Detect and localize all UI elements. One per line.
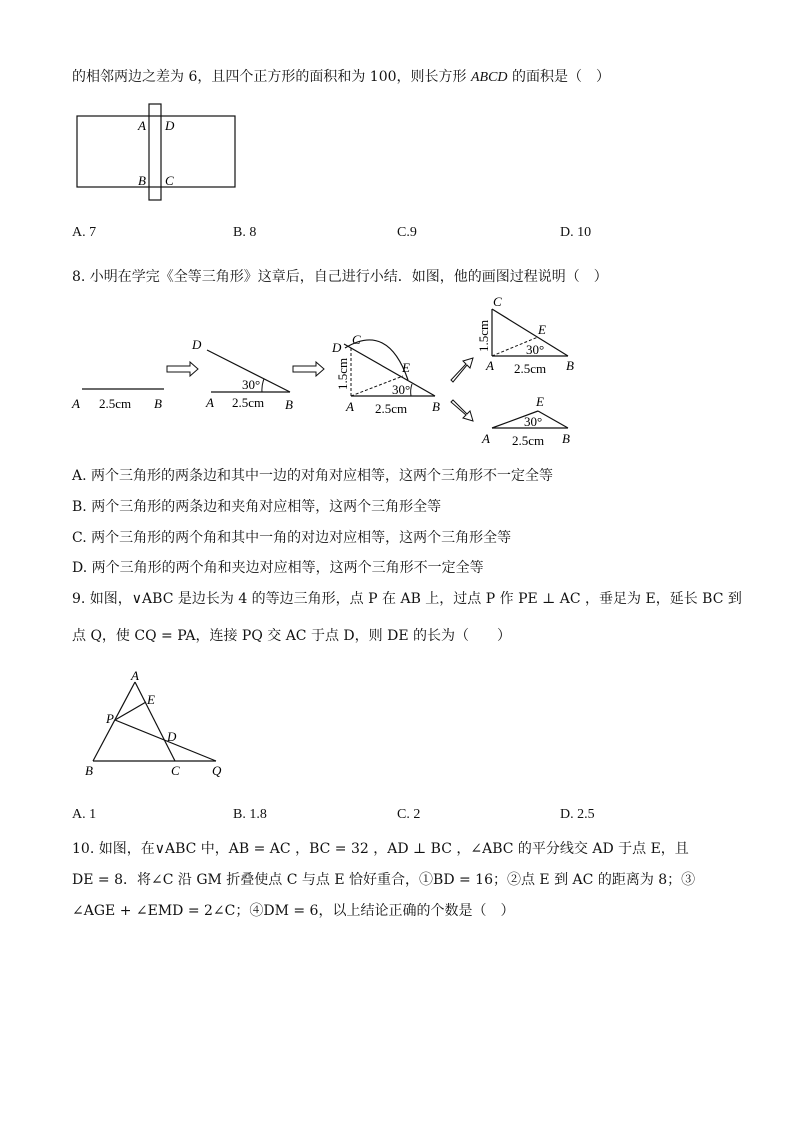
q8-step4b-len: 2.5cm <box>512 433 545 448</box>
q8-step4b-a: A <box>482 431 490 446</box>
q8-step4a-side: 1.5cm <box>476 319 491 352</box>
q7-label-c: C <box>165 173 174 188</box>
q7-option-b[interactable]: B. 8 <box>233 225 257 240</box>
q7-label-a: A <box>138 118 146 133</box>
arrow-icon <box>451 400 473 421</box>
q8-step4a-angle: 30° <box>526 342 545 357</box>
q9-label-b: B <box>85 763 93 778</box>
q9-figure <box>80 668 240 783</box>
q7-option-d[interactable]: D. 10 <box>560 225 592 240</box>
q8-step3-c: C <box>352 332 361 347</box>
q8-step2-a: A <box>206 395 214 410</box>
q10-stem-line2: DE = 8．将∠C 沿 GM 折叠使点 C 与点 E 恰好重合，①BD = 16；②点 E 到 AC 的距离为 8；③ <box>72 872 696 888</box>
q8-step4a-c: C <box>493 294 502 309</box>
q8-step3-len: 2.5cm <box>375 401 408 416</box>
arrow-icon <box>293 362 324 376</box>
arrow-icon <box>167 362 198 376</box>
q9-label-d: D <box>167 729 177 744</box>
q9-stem-line1: 9. 如图，∨ABC 是边长为 4 的等边三角形，点 P 在 AB 上，过点 P 作 PE ⊥ AC ，垂足为 E，延长 BC 到 <box>72 591 742 607</box>
q10-stem-line1: 10. 如图，在∨ABC 中，AB = AC ，BC = 32 ，AD ⊥ BC ，∠ABC 的平分线交 AD 于点 E，且 <box>72 841 689 857</box>
q8-step3-angle: 30° <box>392 382 411 397</box>
q8-option-a[interactable]: A. 两个三角形的两条边和其中一边的对角对应相等，这两个三角形不一定全等 <box>72 468 554 484</box>
q8-step2-b: B <box>285 397 293 412</box>
q9-stem-line2: 点 Q，使 CQ = PA，连接 PQ 交 AC 于点 D，则 DE 的长为（ ） <box>72 628 511 644</box>
q8-step4a-a: A <box>486 358 494 373</box>
q9-option-a[interactable]: A. 1 <box>72 807 97 822</box>
q8-figure <box>68 292 588 452</box>
q9-label-a: A <box>131 668 139 683</box>
q8-step2-d: D <box>192 337 202 352</box>
q9-option-d[interactable]: D. 2.5 <box>560 807 595 822</box>
q8-step3-a: A <box>346 399 354 414</box>
q8-step1-len: 2.5cm <box>99 396 132 411</box>
q9-label-q: Q <box>212 763 222 778</box>
q7-stem <box>72 66 610 86</box>
q7-stem-end: 的面积是（ ） <box>507 69 610 85</box>
q9-option-b[interactable]: B. 1.8 <box>233 807 267 822</box>
q8-option-b[interactable]: B. 两个三角形的两条边和夹角对应相等，这两个三角形全等 <box>72 499 442 515</box>
q7-stem-text: 的相邻两边之差为 6，且四个正方形的面积和为 100，则长方形 <box>72 69 471 85</box>
q8-step4b-b: B <box>562 431 570 446</box>
q8-step3-b: B <box>432 399 440 414</box>
q9-label-c: C <box>171 763 180 778</box>
q8-step1-a: A <box>72 396 80 411</box>
q9-label-p: P <box>106 711 114 726</box>
q8-step4a-e: E <box>538 322 546 337</box>
q8-step1-b: B <box>154 396 162 411</box>
q7-option-a[interactable]: A. 7 <box>72 225 97 240</box>
q8-step4a-b: B <box>566 358 574 373</box>
q8-option-d[interactable]: D. 两个三角形的两个角和夹边对应相等，这两个三角形不一定全等 <box>72 560 484 576</box>
q7-label-d: D <box>165 118 175 133</box>
q8-step2-angle: 30° <box>242 377 261 392</box>
q8-step4a-len: 2.5cm <box>514 361 547 376</box>
q8-step3-side: 1.5cm <box>335 357 350 390</box>
q8-option-c[interactable]: C. 两个三角形的两个角和其中一角的对边对应相等，这两个三角形全等 <box>72 530 512 546</box>
q8-step4b-e: E <box>536 394 544 409</box>
q9-option-c[interactable]: C. 2 <box>397 807 421 822</box>
q8-step3-e: E <box>402 360 410 375</box>
q8-stem: 8. 小明在学完《全等三角形》这章后，自己进行小结．如图，他的画图过程说明（ ） <box>72 269 608 285</box>
arrow-icon <box>451 358 473 382</box>
q8-step3-d: D <box>332 340 342 355</box>
q7-option-c[interactable]: C.9 <box>397 225 417 240</box>
q7-figure <box>70 98 245 208</box>
q10-stem-line3: ∠AGE + ∠EMD = 2∠C；④DM = 6，以上结论正确的个数是（ ） <box>72 903 515 919</box>
q8-step2-len: 2.5cm <box>232 395 265 410</box>
q9-label-e: E <box>147 692 155 707</box>
q7-label-b: B <box>138 173 146 188</box>
q7-stem-var: ABCD <box>470 70 508 85</box>
q8-step4b-angle: 30° <box>524 414 543 429</box>
